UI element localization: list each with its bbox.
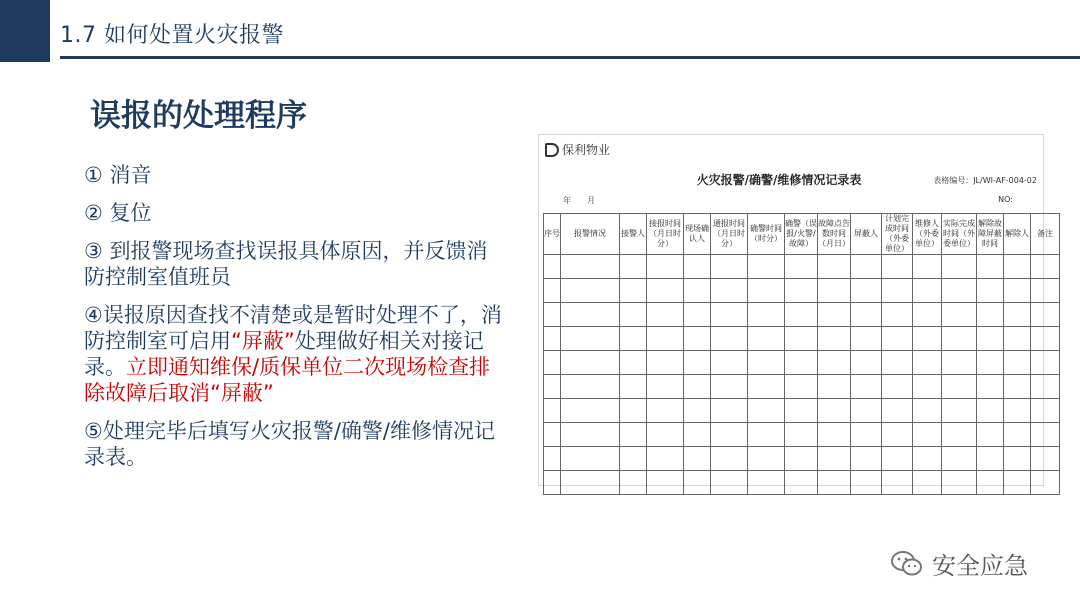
table-cell <box>1004 423 1031 447</box>
table-cell <box>711 399 748 423</box>
slide-header-title: 1.7 如何处置火灾报警 <box>60 23 284 48</box>
table-row <box>544 255 1060 279</box>
table-cell <box>711 471 748 495</box>
table-cell <box>684 255 711 279</box>
form-no-label: NO: <box>998 195 1013 204</box>
table-cell <box>647 423 684 447</box>
table-cell <box>1004 375 1031 399</box>
table-cell <box>647 375 684 399</box>
table-cell <box>620 423 647 447</box>
table-cell <box>711 303 748 327</box>
table-cell <box>711 255 748 279</box>
table-cell <box>851 255 882 279</box>
table-cell <box>620 327 647 351</box>
record-table <box>543 213 1060 495</box>
table-cell <box>977 423 1004 447</box>
table-cell <box>647 399 684 423</box>
logo-text: 保利物业 <box>562 143 611 157</box>
table-cell <box>561 351 620 375</box>
table-cell <box>977 471 1004 495</box>
table-cell <box>544 423 561 447</box>
table-cell <box>977 447 1004 471</box>
column-header: 报警情况 <box>561 214 620 255</box>
table-cell <box>882 423 913 447</box>
table-cell <box>1004 471 1031 495</box>
table-cell <box>942 255 977 279</box>
table-cell <box>748 327 785 351</box>
table-cell <box>785 399 818 423</box>
column-header: 故障点告数时间（月日） <box>818 214 851 255</box>
table-cell <box>1004 303 1031 327</box>
table-cell <box>544 303 561 327</box>
table-cell <box>711 447 748 471</box>
table-cell <box>977 279 1004 303</box>
table-cell <box>561 303 620 327</box>
column-header: 实际完成时间（外委单位） <box>942 214 977 255</box>
column-header: 确警（误报/火警/故障） <box>785 214 818 255</box>
table-cell <box>818 423 851 447</box>
table-cell <box>851 375 882 399</box>
form-code: 表格编号：JL/WI-AF-004-02 <box>933 176 1037 185</box>
header-accent-bar <box>0 0 50 62</box>
table-cell <box>913 423 942 447</box>
table-cell <box>785 351 818 375</box>
table-cell <box>544 279 561 303</box>
form-year-label: 年 <box>563 196 571 205</box>
table-cell <box>818 351 851 375</box>
table-row <box>544 447 1060 471</box>
table-cell <box>851 471 882 495</box>
form-title: 火灾报警/确警/维修情况记录表 <box>696 173 862 187</box>
column-header: 确警时间（时分） <box>748 214 785 255</box>
table-cell <box>1004 327 1031 351</box>
table-cell <box>1004 399 1031 423</box>
table-row <box>544 471 1060 495</box>
table-cell <box>544 375 561 399</box>
column-header: 现场确认人 <box>684 214 711 255</box>
table-cell <box>711 375 748 399</box>
table-cell <box>785 279 818 303</box>
table-cell <box>882 447 913 471</box>
table-cell <box>620 279 647 303</box>
table-cell <box>711 327 748 351</box>
table-row <box>544 423 1060 447</box>
table-cell <box>684 279 711 303</box>
table-cell <box>818 327 851 351</box>
table-cell <box>561 399 620 423</box>
table-cell <box>913 375 942 399</box>
table-cell <box>647 351 684 375</box>
table-cell <box>882 399 913 423</box>
table-cell <box>942 303 977 327</box>
table-cell <box>977 351 1004 375</box>
logo-icon <box>545 143 559 157</box>
table-cell <box>882 279 913 303</box>
step-4-text: ④误报原因查找不清楚或是暂时处理不了，消防控制室可启用 <box>84 303 502 353</box>
step-5: ⑤处理完毕后填写火灾报警/确警/维修情况记录表。 <box>84 419 495 469</box>
table-cell <box>647 327 684 351</box>
table-cell <box>913 447 942 471</box>
table-cell <box>851 399 882 423</box>
table-cell <box>561 471 620 495</box>
step-2: ② 复位 <box>84 201 152 225</box>
step-4 <box>84 302 504 406</box>
table-cell <box>1004 255 1031 279</box>
table-cell <box>785 327 818 351</box>
table-cell <box>748 303 785 327</box>
table-cell <box>913 303 942 327</box>
table-cell <box>620 351 647 375</box>
table-cell <box>818 471 851 495</box>
table-row <box>544 279 1060 303</box>
watermark-text: 安全应急 <box>932 552 1028 580</box>
table-cell <box>748 471 785 495</box>
table-cell <box>544 471 561 495</box>
column-header: 解除故障屏蔽时间 <box>977 214 1004 255</box>
step-3: ③ 到报警现场查找误报具体原因，并反馈消防控制室值班员 <box>84 239 488 289</box>
table-cell <box>620 255 647 279</box>
header-divider <box>60 56 1080 59</box>
table-cell <box>942 471 977 495</box>
table-cell <box>977 399 1004 423</box>
table-cell <box>913 351 942 375</box>
table-cell <box>620 375 647 399</box>
table-cell <box>977 327 1004 351</box>
procedure-steps <box>84 162 504 482</box>
column-header: 解除人 <box>1004 214 1031 255</box>
column-header: 备注 <box>1031 214 1060 255</box>
table-cell <box>785 447 818 471</box>
column-header: 计划完成时间（外委单位） <box>882 214 913 255</box>
table-cell <box>851 423 882 447</box>
table-cell <box>1004 447 1031 471</box>
column-header: 序号 <box>544 214 561 255</box>
table-cell <box>647 255 684 279</box>
table-cell <box>748 447 785 471</box>
table-cell <box>711 279 748 303</box>
table-row <box>544 327 1060 351</box>
table-cell <box>882 351 913 375</box>
table-cell <box>882 327 913 351</box>
table-cell <box>620 399 647 423</box>
header <box>0 0 1080 62</box>
table-cell <box>785 471 818 495</box>
section-title: 误报的处理程序 <box>90 98 307 134</box>
table-cell <box>748 423 785 447</box>
table-cell <box>647 471 684 495</box>
table-cell <box>684 399 711 423</box>
table-cell <box>647 279 684 303</box>
table-cell <box>818 255 851 279</box>
table-cell <box>818 447 851 471</box>
table-cell <box>818 303 851 327</box>
table-cell <box>851 303 882 327</box>
table-cell <box>684 471 711 495</box>
table-cell <box>684 423 711 447</box>
table-cell <box>1031 423 1060 447</box>
table-cell <box>561 375 620 399</box>
column-header: 维修人（外委单位） <box>913 214 942 255</box>
table-cell <box>561 423 620 447</box>
table-cell <box>818 375 851 399</box>
table-cell <box>882 471 913 495</box>
table-header-row <box>544 214 1060 255</box>
table-cell <box>942 423 977 447</box>
table-cell <box>785 375 818 399</box>
table-cell <box>711 423 748 447</box>
table-cell <box>882 375 913 399</box>
column-header: 接报时间（月日时分） <box>647 214 684 255</box>
table-cell <box>942 279 977 303</box>
table-cell <box>785 303 818 327</box>
table-row <box>544 375 1060 399</box>
table-cell <box>785 423 818 447</box>
table-cell <box>620 471 647 495</box>
watermark <box>890 546 1028 581</box>
table-cell <box>684 303 711 327</box>
table-cell <box>942 447 977 471</box>
table-row <box>544 303 1060 327</box>
step-1: ① 消音 <box>84 163 152 187</box>
table-cell <box>1031 351 1060 375</box>
table-cell <box>647 447 684 471</box>
table-cell <box>544 447 561 471</box>
table-cell <box>544 327 561 351</box>
table-cell <box>851 327 882 351</box>
table-cell <box>977 375 1004 399</box>
table-cell <box>818 399 851 423</box>
table-cell <box>913 255 942 279</box>
table-cell <box>748 399 785 423</box>
table-cell <box>1031 279 1060 303</box>
fire-alarm-record-form <box>538 134 1053 486</box>
table-cell <box>977 255 1004 279</box>
table-cell <box>1031 327 1060 351</box>
table-cell <box>748 375 785 399</box>
table-cell <box>684 351 711 375</box>
table-cell <box>851 447 882 471</box>
wechat-icon <box>890 550 924 578</box>
table-cell <box>1031 447 1060 471</box>
table-cell <box>684 375 711 399</box>
table-cell <box>1031 303 1060 327</box>
table-cell <box>684 327 711 351</box>
table-cell <box>1031 375 1060 399</box>
table-cell <box>913 279 942 303</box>
table-cell <box>942 399 977 423</box>
table-cell <box>748 279 785 303</box>
table-cell <box>1031 471 1060 495</box>
table-row <box>544 351 1060 375</box>
table-cell <box>561 279 620 303</box>
company-logo <box>545 141 610 158</box>
table-cell <box>851 351 882 375</box>
table-cell <box>913 327 942 351</box>
table-cell <box>942 351 977 375</box>
table-cell <box>647 303 684 327</box>
table-cell <box>748 351 785 375</box>
table-cell <box>1031 399 1060 423</box>
table-cell <box>913 399 942 423</box>
table-cell <box>561 447 620 471</box>
table-cell <box>818 279 851 303</box>
table-cell <box>942 375 977 399</box>
column-header: 接警人 <box>620 214 647 255</box>
step-4-alert-text: 立即通知维保/质保单位二次现场检查排除故障后取消“屏蔽” <box>84 355 491 405</box>
table-cell <box>1004 351 1031 375</box>
table-cell <box>748 255 785 279</box>
step-4-text-2: 处理做好相关对接记录。 <box>84 329 484 379</box>
table-cell <box>711 351 748 375</box>
table-cell <box>942 327 977 351</box>
step-4-shield-term: “屏蔽” <box>231 329 295 353</box>
table-cell <box>913 471 942 495</box>
table-cell <box>851 279 882 303</box>
table-cell <box>561 255 620 279</box>
table-cell <box>561 327 620 351</box>
table-cell <box>1031 255 1060 279</box>
table-cell <box>544 351 561 375</box>
table-cell <box>785 255 818 279</box>
table-cell <box>977 303 1004 327</box>
table-cell <box>620 447 647 471</box>
table-cell <box>544 255 561 279</box>
column-header: 屏蔽人 <box>851 214 882 255</box>
table-cell <box>882 255 913 279</box>
table-cell <box>882 303 913 327</box>
table-cell <box>684 447 711 471</box>
table-cell <box>620 303 647 327</box>
column-header: 通报时间（月日时分） <box>711 214 748 255</box>
form-month-label: 月 <box>587 196 595 205</box>
table-row <box>544 399 1060 423</box>
table-cell <box>1004 279 1031 303</box>
table-cell <box>544 399 561 423</box>
